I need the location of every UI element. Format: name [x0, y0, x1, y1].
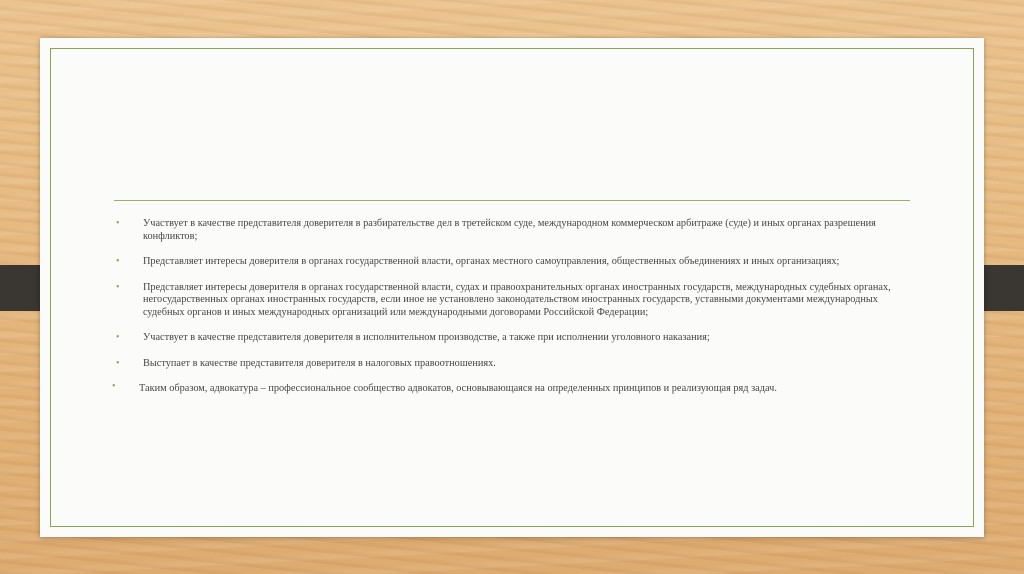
bullet-icon: •: [116, 332, 120, 343]
slide-paper: [40, 38, 984, 537]
bullet-text: Участвует в качестве представителя доверителя в разбирательстве дел в третейском суде, международном коммерческом арбитраже (суде) и иных органах разрешения конфликтов;: [143, 218, 876, 242]
bullet-item: [112, 332, 912, 345]
bullet-item: [112, 282, 912, 320]
bullet-item: [112, 256, 912, 269]
title-divider: [114, 200, 910, 201]
conclusion-item: [112, 383, 912, 396]
bullet-icon: •: [116, 256, 120, 267]
conclusion-text: Таким образом, адвокатура – профессиональное сообщество адвокатов, основывающаяся на определенных принципов и реализующая ряд задач.: [139, 383, 777, 394]
bullet-icon: •: [116, 357, 120, 369]
bullet-text: Участвует в качестве представителя доверителя в исполнительном производстве, а также при исполнении уголовного наказания;: [143, 332, 710, 343]
slide-content: [112, 218, 912, 409]
bullet-icon: •: [112, 381, 116, 392]
bullet-icon: •: [116, 218, 120, 229]
bullet-text: Представляет интересы доверителя в органах государственной власти, органах местного самоуправления, общественных объединениях и иных организациях;: [143, 256, 840, 267]
bullet-icon: •: [116, 281, 120, 293]
bullet-item: [112, 358, 912, 371]
bullet-text: Выступает в качестве представителя доверителя в налоговых правоотношениях.: [143, 357, 496, 369]
bullet-item: [112, 218, 912, 243]
bullet-text: Представляет интересы доверителя в органах государственной власти, судах и правоохранительных органах иностранных государств, международных судебных органах, негосударственных органах иностранных государств, если иное не установлено законодательством иностранных государств, уставными документами международных судебных органов и иных международных организаций или международными договорами Российской Федерации;: [143, 281, 891, 318]
